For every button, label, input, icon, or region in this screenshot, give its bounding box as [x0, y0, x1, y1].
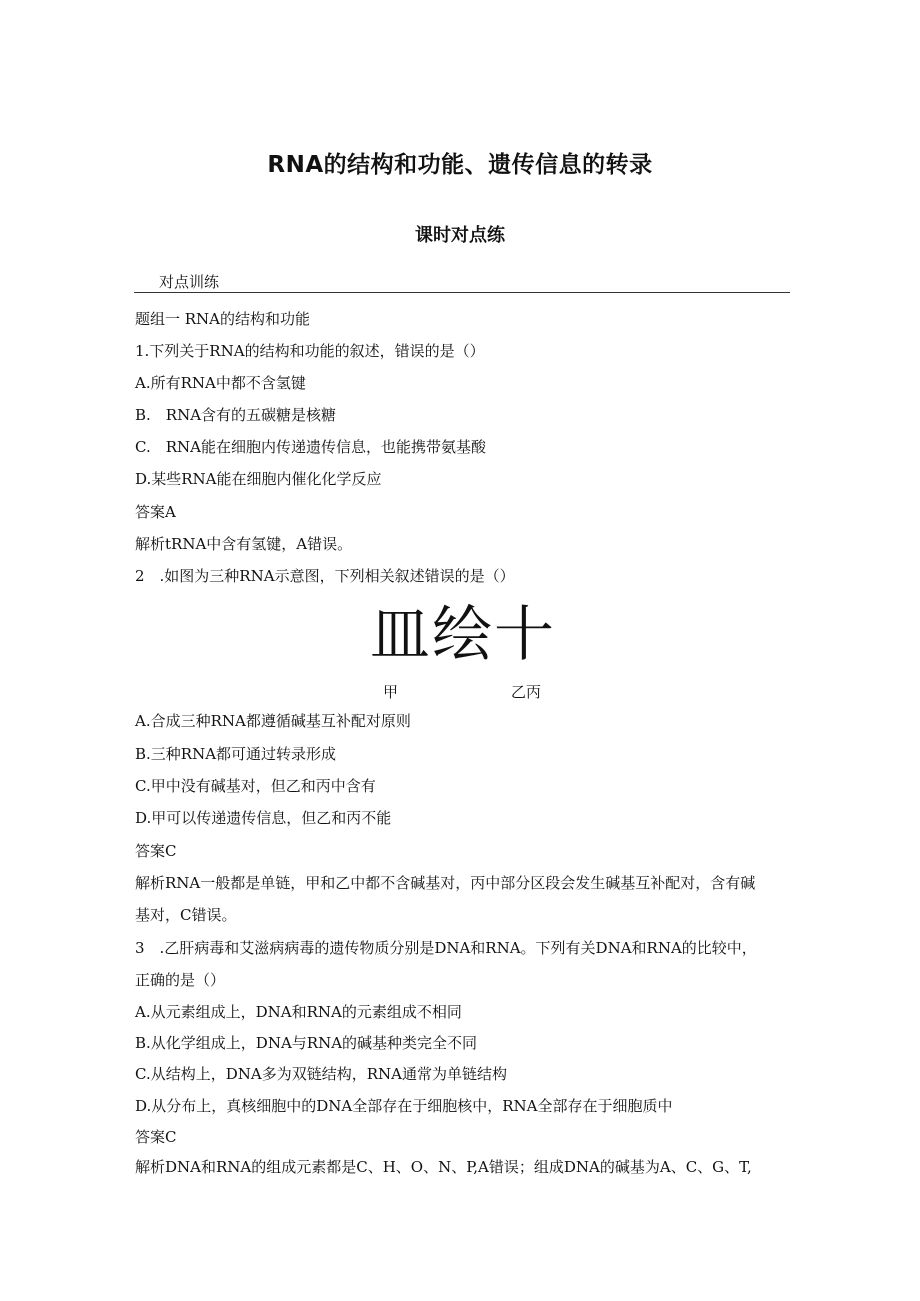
option-3b: B.从化学组成上，DNA与RNA的碱基种类完全不同 [135, 1034, 478, 1052]
option-3a: A.从元素组成上，DNA和RNA的元素组成不相同 [135, 1003, 462, 1021]
answer-3: 答案C [135, 1128, 177, 1146]
explanation-3: 解析DNA和RNA的组成元素都是C、H、O、N、P,A错误；组成DNA的碱基为A、C、G、T, [135, 1158, 752, 1176]
question-1: 1.下列关于RNA的结构和功能的叙述，错误的是（） [135, 342, 485, 360]
question-3-cont: 正确的是（） [135, 971, 226, 989]
option-1d: D.某些RNA能在细胞内催化化学反应 [135, 470, 382, 488]
group-heading: 题组一 RNA的结构和功能 [135, 310, 311, 328]
divider [134, 292, 790, 293]
option-2d: D.甲可以传递遗传信息，但乙和丙不能 [135, 809, 392, 827]
sub-header: 对点训练 [159, 273, 220, 291]
page-title: RNA的结构和功能、遗传信息的转录 [267, 152, 653, 178]
option-1c: C. RNA能在细胞内传递遗传信息，也能携带氨基酸 [135, 438, 486, 456]
figure-label-yi-bing: 乙丙 [511, 683, 542, 701]
option-2a: A.合成三种RNA都遵循碱基互补配对原则 [135, 712, 411, 730]
explanation-2: 解析RNA一般都是单链，甲和乙中都不含碱基对，丙中部分区段会发生碱基互补配对，含有碱 [135, 874, 756, 892]
option-1a: A.所有RNA中都不含氢键 [135, 374, 306, 392]
option-1b: B. RNA含有的五碳糖是核糖 [135, 406, 337, 424]
explanation-1: 解析tRNA中含有氢键，A错误。 [135, 535, 353, 553]
option-3c: C.从结构上，DNA多为双链结构，RNA通常为单链结构 [135, 1065, 507, 1083]
option-2c: C.甲中没有碱基对，但乙和丙中含有 [135, 777, 376, 795]
option-3d: D.从分布上，真核细胞中的DNA全部存在于细胞核中，RNA全部存在于细胞质中 [135, 1097, 673, 1115]
explanation-2-cont: 基对，C错误。 [135, 906, 237, 924]
rna-figure: 皿绘十 [370, 600, 556, 670]
figure-label-jia: 甲 [383, 683, 399, 701]
answer-1: 答案A [135, 503, 176, 521]
option-2b: B.三种RNA都可通过转录形成 [135, 745, 337, 763]
question-2: 2 .如图为三种RNA示意图，下列相关叙述错误的是（） [135, 567, 515, 585]
section-title: 课时对点练 [415, 225, 505, 246]
question-3: 3 .乙肝病毒和艾滋病病毒的遗传物质分别是DNA和RNA。下列有关DNA和RNA的比较中， [135, 939, 757, 957]
answer-2: 答案C [135, 842, 177, 860]
